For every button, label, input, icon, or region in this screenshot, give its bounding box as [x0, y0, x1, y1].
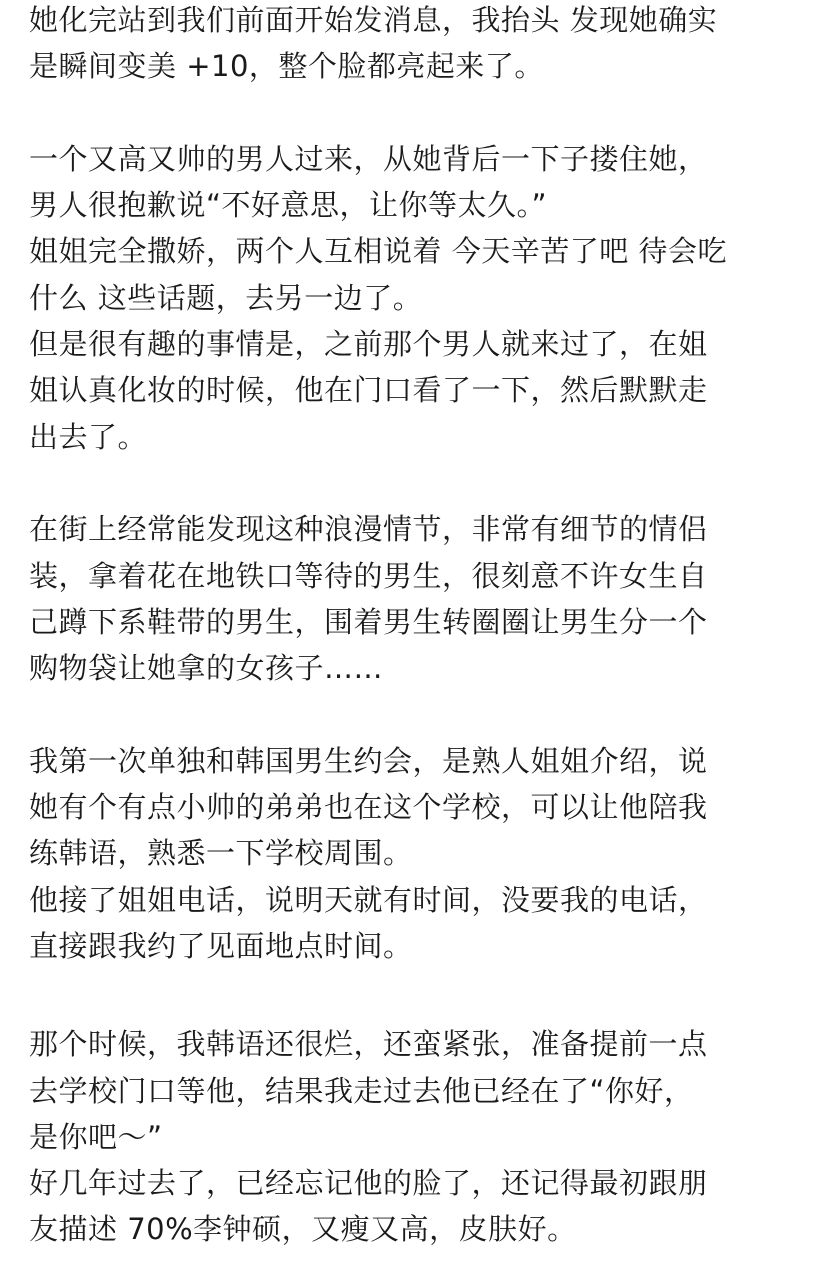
text-line: 男人很抱歉说“不好意思，让你等太久。”	[29, 188, 548, 223]
text-line: 直接跟我约了见面地点时间。	[29, 928, 413, 963]
paragraph-gap	[29, 90, 819, 136]
paragraph-gap	[29, 969, 819, 1021]
text-line: 装，拿着花在地铁口等待的男生，很刻意不许女生自	[29, 558, 708, 593]
text-line: 练韩语，熟悉一下学校周围。	[29, 836, 413, 871]
text-line: 但是很有趣的事情是，之前那个男人就来过了，在姐	[29, 327, 708, 362]
text-line: 她化完站到我们前面开始发消息，我抬头 发现她确实	[29, 3, 718, 37]
text-line: 出去了。	[29, 419, 148, 454]
paragraph-gap	[29, 691, 819, 737]
text-line: 是你吧～”	[29, 1119, 163, 1154]
text-line: 去学校门口等他，结果我走过去他已经在了“你好，	[29, 1073, 694, 1108]
text-line: 那个时候，我韩语还很烂，还蛮紧张，准备提前一点	[29, 1027, 708, 1062]
text-line: 一个又高又帅的男人过来，从她背后一下子搂住她，	[29, 141, 708, 176]
text-line: 她有个有点小帅的弟弟也在这个学校，可以让他陪我	[29, 790, 708, 825]
text-line: 什么 这些话题，去另一边了。	[29, 280, 423, 315]
paragraph	[29, 506, 819, 691]
text-line: 姐认真化妆的时候，他在门口看了一下，然后默默走	[29, 373, 708, 408]
text-line: 姐姐完全撒娇，两个人互相说着 今天辛苦了吧 待会吃	[29, 234, 727, 269]
text-line: 购物袋让她拿的女孩子……	[29, 651, 384, 686]
paragraph-gap	[29, 460, 819, 506]
paragraph	[29, 0, 819, 90]
paragraph	[29, 136, 819, 460]
text-line: 友描述 70%李钟硕，又瘦又高，皮肤好。	[29, 1212, 577, 1247]
paragraph	[29, 1021, 819, 1252]
article-body	[29, 0, 819, 1253]
text-line: 己蹲下系鞋带的男生，围着男生转圈圈让男生分一个	[29, 604, 708, 639]
text-line: 他接了姐姐电话，说明天就有时间，没要我的电话，	[29, 882, 708, 917]
text-line: 好几年过去了，已经忘记他的脸了，还记得最初跟朋	[29, 1166, 708, 1201]
paragraph	[29, 738, 819, 969]
text-line: 我第一次单独和韩国男生约会，是熟人姐姐介绍，说	[29, 743, 708, 778]
text-line: 在街上经常能发现这种浪漫情节，非常有细节的情侣	[29, 512, 708, 547]
text-line: 是瞬间变美 +10，整个脸都亮起来了。	[29, 49, 544, 84]
